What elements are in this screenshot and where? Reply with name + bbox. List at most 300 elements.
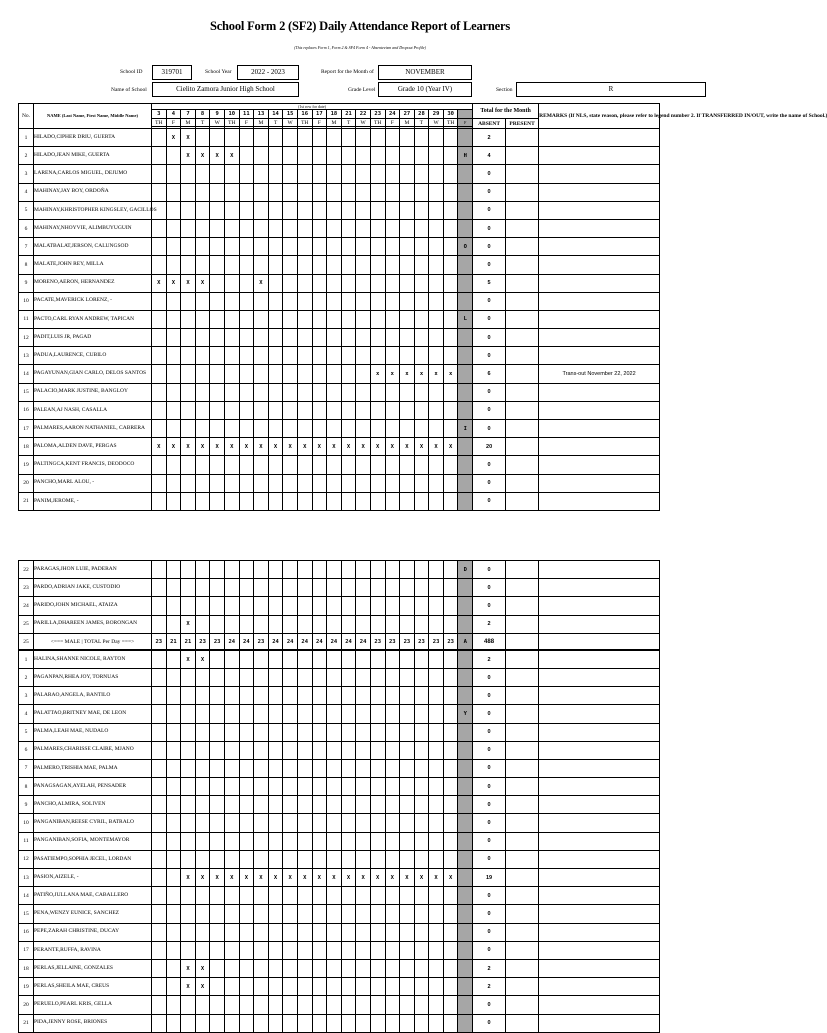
attendance-cell[interactable] (370, 778, 385, 796)
remarks-cell[interactable] (539, 201, 660, 219)
attendance-cell[interactable] (356, 615, 371, 633)
attendance-cell[interactable] (370, 850, 385, 868)
attendance-cell[interactable] (327, 329, 342, 347)
attendance-cell[interactable] (312, 147, 327, 165)
attendance-cell[interactable] (181, 383, 196, 401)
attendance-cell[interactable] (254, 365, 269, 383)
attendance-cell[interactable] (195, 941, 210, 959)
attendance-cell[interactable] (443, 759, 458, 777)
attendance-cell[interactable] (385, 420, 400, 438)
attendance-cell[interactable] (443, 165, 458, 183)
attendance-cell[interactable] (254, 668, 269, 686)
attendance-cell[interactable] (195, 597, 210, 615)
attendance-cell[interactable] (254, 741, 269, 759)
attendance-cell[interactable] (239, 887, 254, 905)
attendance-cell[interactable] (166, 832, 181, 850)
attendance-cell[interactable] (429, 941, 444, 959)
attendance-cell[interactable] (297, 310, 312, 328)
attendance-cell[interactable] (224, 129, 239, 147)
attendance-cell[interactable] (429, 310, 444, 328)
attendance-cell[interactable] (312, 759, 327, 777)
attendance-cell[interactable]: X (181, 615, 196, 633)
attendance-cell[interactable] (283, 474, 298, 492)
remarks-cell[interactable] (539, 310, 660, 328)
attendance-cell[interactable] (341, 420, 356, 438)
attendance-cell[interactable] (429, 687, 444, 705)
attendance-cell[interactable] (370, 941, 385, 959)
attendance-cell[interactable] (181, 814, 196, 832)
attendance-cell[interactable] (210, 759, 225, 777)
attendance-cell[interactable] (239, 310, 254, 328)
attendance-cell[interactable] (283, 996, 298, 1014)
attendance-cell[interactable] (181, 420, 196, 438)
attendance-cell[interactable] (297, 887, 312, 905)
attendance-cell[interactable] (429, 147, 444, 165)
attendance-cell[interactable] (443, 650, 458, 668)
attendance-cell[interactable] (443, 561, 458, 579)
remarks-cell[interactable] (539, 723, 660, 741)
attendance-cell[interactable] (210, 778, 225, 796)
attendance-cell[interactable] (166, 420, 181, 438)
attendance-cell[interactable] (327, 887, 342, 905)
attendance-cell[interactable] (356, 561, 371, 579)
attendance-cell[interactable] (224, 905, 239, 923)
attendance-cell[interactable] (224, 687, 239, 705)
attendance-cell[interactable] (312, 887, 327, 905)
attendance-cell[interactable] (181, 1014, 196, 1032)
attendance-cell[interactable] (181, 923, 196, 941)
attendance-cell[interactable] (152, 741, 167, 759)
attendance-cell[interactable] (166, 759, 181, 777)
attendance-cell[interactable] (312, 129, 327, 147)
attendance-cell[interactable] (356, 905, 371, 923)
attendance-cell[interactable] (152, 329, 167, 347)
attendance-cell[interactable] (181, 347, 196, 365)
attendance-cell[interactable] (181, 687, 196, 705)
attendance-cell[interactable] (356, 850, 371, 868)
attendance-cell[interactable] (370, 401, 385, 419)
attendance-cell[interactable] (239, 579, 254, 597)
attendance-cell[interactable] (443, 723, 458, 741)
attendance-cell[interactable] (195, 183, 210, 201)
attendance-cell[interactable] (283, 959, 298, 977)
attendance-cell[interactable] (254, 615, 269, 633)
attendance-cell[interactable] (254, 147, 269, 165)
attendance-cell[interactable] (385, 778, 400, 796)
attendance-cell[interactable] (268, 996, 283, 1014)
attendance-cell[interactable] (166, 650, 181, 668)
attendance-cell[interactable] (254, 238, 269, 256)
attendance-cell[interactable] (210, 996, 225, 1014)
attendance-cell[interactable] (341, 668, 356, 686)
attendance-cell[interactable] (385, 615, 400, 633)
attendance-cell[interactable] (195, 905, 210, 923)
attendance-cell[interactable] (268, 579, 283, 597)
attendance-cell[interactable] (341, 705, 356, 723)
attendance-cell[interactable] (341, 147, 356, 165)
attendance-cell[interactable] (254, 579, 269, 597)
attendance-cell[interactable] (195, 705, 210, 723)
attendance-cell[interactable]: X (224, 147, 239, 165)
attendance-cell[interactable] (370, 219, 385, 237)
attendance-cell[interactable] (195, 814, 210, 832)
attendance-cell[interactable] (443, 183, 458, 201)
attendance-cell[interactable] (341, 256, 356, 274)
attendance-cell[interactable] (327, 705, 342, 723)
attendance-cell[interactable] (443, 201, 458, 219)
attendance-cell[interactable] (370, 238, 385, 256)
attendance-cell[interactable] (152, 383, 167, 401)
attendance-cell[interactable] (327, 759, 342, 777)
attendance-cell[interactable] (356, 183, 371, 201)
attendance-cell[interactable] (443, 579, 458, 597)
attendance-cell[interactable] (268, 905, 283, 923)
attendance-cell[interactable] (443, 256, 458, 274)
attendance-cell[interactable] (268, 292, 283, 310)
attendance-cell[interactable]: X (181, 869, 196, 887)
attendance-cell[interactable] (414, 401, 429, 419)
attendance-cell[interactable] (181, 941, 196, 959)
attendance-cell[interactable] (181, 561, 196, 579)
attendance-cell[interactable] (166, 978, 181, 996)
attendance-cell[interactable] (327, 238, 342, 256)
attendance-cell[interactable] (283, 705, 298, 723)
attendance-cell[interactable] (414, 905, 429, 923)
attendance-cell[interactable] (166, 668, 181, 686)
attendance-cell[interactable] (181, 401, 196, 419)
attendance-cell[interactable] (385, 219, 400, 237)
attendance-cell[interactable] (166, 887, 181, 905)
attendance-cell[interactable] (166, 941, 181, 959)
attendance-cell[interactable] (283, 905, 298, 923)
attendance-cell[interactable] (356, 274, 371, 292)
attendance-cell[interactable] (268, 723, 283, 741)
attendance-cell[interactable] (370, 165, 385, 183)
attendance-cell[interactable] (370, 723, 385, 741)
attendance-cell[interactable] (312, 401, 327, 419)
attendance-cell[interactable] (312, 668, 327, 686)
attendance-cell[interactable] (239, 923, 254, 941)
attendance-cell[interactable] (312, 274, 327, 292)
remarks-cell[interactable] (539, 923, 660, 941)
remarks-cell[interactable]: Trans-out November 22, 2022 (539, 365, 660, 383)
attendance-cell[interactable] (370, 129, 385, 147)
attendance-cell[interactable] (400, 147, 415, 165)
attendance-cell[interactable] (283, 887, 298, 905)
attendance-cell[interactable] (166, 310, 181, 328)
attendance-cell[interactable] (283, 292, 298, 310)
attendance-cell[interactable] (400, 759, 415, 777)
attendance-cell[interactable] (341, 292, 356, 310)
attendance-cell[interactable] (356, 474, 371, 492)
attendance-cell[interactable] (356, 796, 371, 814)
attendance-cell[interactable] (195, 759, 210, 777)
attendance-cell[interactable] (385, 310, 400, 328)
attendance-cell[interactable] (327, 832, 342, 850)
attendance-cell[interactable] (195, 796, 210, 814)
remarks-cell[interactable] (539, 741, 660, 759)
attendance-cell[interactable] (341, 201, 356, 219)
attendance-cell[interactable] (224, 778, 239, 796)
attendance-cell[interactable] (356, 978, 371, 996)
attendance-cell[interactable] (385, 814, 400, 832)
attendance-cell[interactable] (283, 687, 298, 705)
attendance-cell[interactable] (254, 129, 269, 147)
attendance-cell[interactable] (443, 474, 458, 492)
attendance-cell[interactable] (254, 420, 269, 438)
attendance-cell[interactable] (429, 1014, 444, 1032)
attendance-cell[interactable] (356, 941, 371, 959)
attendance-cell[interactable] (370, 492, 385, 510)
attendance-cell[interactable] (210, 687, 225, 705)
attendance-cell[interactable] (356, 759, 371, 777)
remarks-cell[interactable] (539, 256, 660, 274)
attendance-cell[interactable] (210, 923, 225, 941)
attendance-cell[interactable] (210, 668, 225, 686)
attendance-cell[interactable] (414, 310, 429, 328)
attendance-cell[interactable] (195, 329, 210, 347)
attendance-cell[interactable] (443, 347, 458, 365)
attendance-cell[interactable]: X (370, 438, 385, 456)
attendance-cell[interactable] (370, 759, 385, 777)
attendance-cell[interactable] (297, 597, 312, 615)
attendance-cell[interactable] (356, 329, 371, 347)
attendance-cell[interactable]: X (385, 438, 400, 456)
attendance-cell[interactable] (239, 329, 254, 347)
attendance-cell[interactable]: X (195, 650, 210, 668)
attendance-cell[interactable] (297, 615, 312, 633)
attendance-cell[interactable] (224, 329, 239, 347)
attendance-cell[interactable] (429, 383, 444, 401)
attendance-cell[interactable] (370, 996, 385, 1014)
attendance-cell[interactable] (443, 668, 458, 686)
attendance-cell[interactable] (152, 615, 167, 633)
attendance-cell[interactable] (370, 959, 385, 977)
attendance-cell[interactable] (414, 923, 429, 941)
attendance-cell[interactable]: X (356, 438, 371, 456)
attendance-cell[interactable] (181, 905, 196, 923)
attendance-cell[interactable] (429, 796, 444, 814)
attendance-cell[interactable] (239, 256, 254, 274)
attendance-cell[interactable] (181, 256, 196, 274)
attendance-cell[interactable] (166, 923, 181, 941)
attendance-cell[interactable] (224, 292, 239, 310)
attendance-cell[interactable] (239, 597, 254, 615)
remarks-cell[interactable] (539, 759, 660, 777)
attendance-cell[interactable] (414, 383, 429, 401)
attendance-cell[interactable] (356, 347, 371, 365)
attendance-cell[interactable] (341, 959, 356, 977)
attendance-cell[interactable] (443, 796, 458, 814)
attendance-cell[interactable] (341, 941, 356, 959)
attendance-cell[interactable] (429, 238, 444, 256)
attendance-cell[interactable] (239, 292, 254, 310)
attendance-cell[interactable] (370, 579, 385, 597)
attendance-cell[interactable] (268, 597, 283, 615)
remarks-cell[interactable] (539, 561, 660, 579)
attendance-cell[interactable] (429, 668, 444, 686)
attendance-cell[interactable] (254, 723, 269, 741)
attendance-cell[interactable] (254, 329, 269, 347)
attendance-cell[interactable] (327, 615, 342, 633)
attendance-cell[interactable]: X (312, 869, 327, 887)
attendance-cell[interactable] (414, 723, 429, 741)
attendance-cell[interactable] (239, 183, 254, 201)
attendance-cell[interactable] (166, 705, 181, 723)
attendance-cell[interactable] (312, 165, 327, 183)
attendance-cell[interactable] (385, 832, 400, 850)
attendance-cell[interactable] (152, 850, 167, 868)
remarks-cell[interactable] (539, 959, 660, 977)
attendance-cell[interactable] (210, 347, 225, 365)
remarks-cell[interactable] (539, 129, 660, 147)
attendance-cell[interactable] (312, 615, 327, 633)
attendance-cell[interactable] (443, 492, 458, 510)
attendance-cell[interactable] (443, 129, 458, 147)
attendance-cell[interactable] (414, 778, 429, 796)
attendance-cell[interactable] (385, 1014, 400, 1032)
attendance-cell[interactable] (297, 759, 312, 777)
attendance-cell[interactable] (385, 474, 400, 492)
attendance-cell[interactable] (254, 778, 269, 796)
attendance-cell[interactable] (224, 310, 239, 328)
attendance-cell[interactable] (400, 183, 415, 201)
remarks-cell[interactable] (539, 850, 660, 868)
attendance-cell[interactable] (385, 687, 400, 705)
attendance-cell[interactable] (210, 492, 225, 510)
attendance-cell[interactable] (268, 456, 283, 474)
attendance-cell[interactable] (224, 456, 239, 474)
attendance-cell[interactable] (224, 474, 239, 492)
attendance-cell[interactable] (370, 887, 385, 905)
attendance-cell[interactable]: X (341, 438, 356, 456)
attendance-cell[interactable] (414, 705, 429, 723)
attendance-cell[interactable] (152, 832, 167, 850)
attendance-cell[interactable] (254, 923, 269, 941)
attendance-cell[interactable] (195, 292, 210, 310)
attendance-cell[interactable] (297, 705, 312, 723)
attendance-cell[interactable] (268, 274, 283, 292)
attendance-cell[interactable] (283, 219, 298, 237)
attendance-cell[interactable] (443, 778, 458, 796)
attendance-cell[interactable] (283, 456, 298, 474)
attendance-cell[interactable] (429, 347, 444, 365)
attendance-cell[interactable] (327, 923, 342, 941)
remarks-cell[interactable] (539, 650, 660, 668)
attendance-cell[interactable] (370, 668, 385, 686)
attendance-cell[interactable] (400, 850, 415, 868)
attendance-cell[interactable] (224, 978, 239, 996)
attendance-cell[interactable] (166, 292, 181, 310)
attendance-cell[interactable] (356, 256, 371, 274)
attendance-cell[interactable] (166, 147, 181, 165)
attendance-cell[interactable] (370, 978, 385, 996)
attendance-cell[interactable] (152, 778, 167, 796)
attendance-cell[interactable] (312, 579, 327, 597)
attendance-cell[interactable] (443, 147, 458, 165)
attendance-cell[interactable] (429, 165, 444, 183)
attendance-cell[interactable] (312, 183, 327, 201)
attendance-cell[interactable] (414, 474, 429, 492)
attendance-cell[interactable] (283, 615, 298, 633)
attendance-cell[interactable] (429, 401, 444, 419)
attendance-cell[interactable] (297, 165, 312, 183)
attendance-cell[interactable] (327, 814, 342, 832)
attendance-cell[interactable] (429, 887, 444, 905)
attendance-cell[interactable] (239, 978, 254, 996)
attendance-cell[interactable] (181, 165, 196, 183)
attendance-cell[interactable] (254, 759, 269, 777)
attendance-cell[interactable] (195, 850, 210, 868)
attendance-cell[interactable] (443, 597, 458, 615)
attendance-cell[interactable] (224, 941, 239, 959)
attendance-cell[interactable] (414, 887, 429, 905)
attendance-cell[interactable] (385, 650, 400, 668)
attendance-cell[interactable] (429, 329, 444, 347)
attendance-cell[interactable] (400, 597, 415, 615)
attendance-cell[interactable] (327, 850, 342, 868)
attendance-cell[interactable] (414, 668, 429, 686)
attendance-cell[interactable] (341, 492, 356, 510)
attendance-cell[interactable] (429, 474, 444, 492)
attendance-cell[interactable]: X (356, 869, 371, 887)
attendance-cell[interactable] (414, 814, 429, 832)
attendance-cell[interactable] (166, 456, 181, 474)
attendance-cell[interactable] (341, 905, 356, 923)
attendance-cell[interactable] (195, 365, 210, 383)
attendance-cell[interactable] (429, 579, 444, 597)
attendance-cell[interactable] (341, 1014, 356, 1032)
attendance-cell[interactable] (414, 978, 429, 996)
attendance-cell[interactable] (254, 814, 269, 832)
attendance-cell[interactable] (210, 978, 225, 996)
attendance-cell[interactable] (312, 256, 327, 274)
attendance-cell[interactable] (283, 597, 298, 615)
attendance-cell[interactable] (283, 420, 298, 438)
attendance-cell[interactable] (181, 474, 196, 492)
attendance-cell[interactable] (195, 996, 210, 1014)
attendance-cell[interactable] (239, 905, 254, 923)
attendance-cell[interactable] (400, 650, 415, 668)
attendance-cell[interactable] (195, 923, 210, 941)
attendance-cell[interactable] (400, 201, 415, 219)
attendance-cell[interactable] (414, 238, 429, 256)
attendance-cell[interactable] (254, 383, 269, 401)
attendance-cell[interactable] (429, 850, 444, 868)
attendance-cell[interactable] (312, 474, 327, 492)
attendance-cell[interactable] (400, 238, 415, 256)
attendance-cell[interactable] (370, 705, 385, 723)
attendance-cell[interactable] (210, 274, 225, 292)
attendance-cell[interactable] (224, 579, 239, 597)
attendance-cell[interactable] (181, 778, 196, 796)
attendance-cell[interactable] (297, 383, 312, 401)
attendance-cell[interactable] (443, 923, 458, 941)
attendance-cell[interactable] (268, 561, 283, 579)
attendance-cell[interactable] (297, 219, 312, 237)
attendance-cell[interactable] (385, 256, 400, 274)
attendance-cell[interactable] (297, 292, 312, 310)
attendance-cell[interactable] (210, 165, 225, 183)
attendance-cell[interactable] (297, 256, 312, 274)
attendance-cell[interactable] (224, 723, 239, 741)
attendance-cell[interactable] (181, 201, 196, 219)
attendance-cell[interactable] (195, 420, 210, 438)
attendance-cell[interactable] (341, 347, 356, 365)
attendance-cell[interactable] (327, 561, 342, 579)
attendance-cell[interactable] (443, 705, 458, 723)
attendance-cell[interactable] (356, 383, 371, 401)
